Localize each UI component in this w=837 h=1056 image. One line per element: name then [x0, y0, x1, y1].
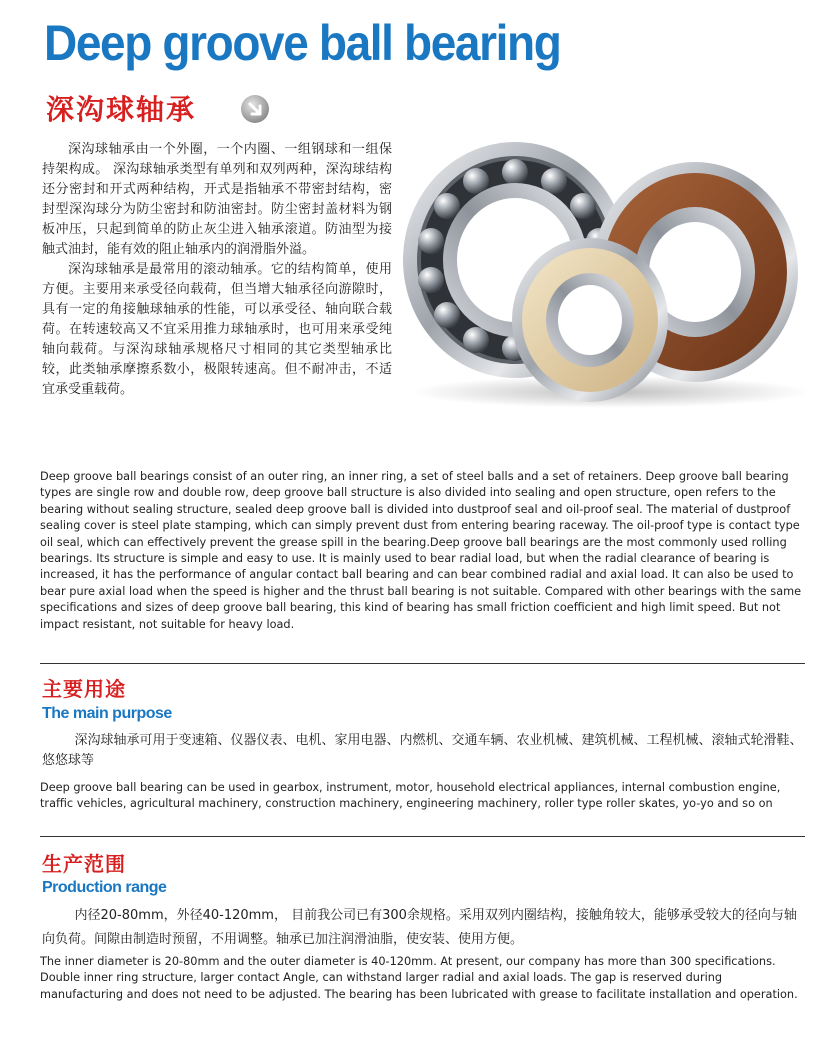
section-divider [40, 836, 805, 837]
production-text-zh: 内径20-80mm，外径40-120mm， 目前我公司已有300余规格。采用双列内圈结构，接触角较大，能够承受较大的径向与轴向负荷。间隙由制造时预留，不用调整。轴承已加注润滑油脂，使安装、使用方便。 [42, 908, 797, 947]
chinese-intro-paragraph-2: 深沟球轴承是最常用的滚动轴承。它的结构简单，使用方便。主要用来承受径向载荷，但当增大轴承径向游隙时，具有一定的角接触球轴承的性能，可以承受径、轴向联合载荷。在转速较高又不宜采用推力球轴承时，也可用来承受纯轴向载荷。与深沟球轴承规格尺寸相同的其它类型轴承比较，此类轴承摩擦系数小，极限转速高。但不耐冲击，不适宜承受重载荷。 [42, 262, 392, 397]
english-intro: Deep groove ball bearings consist of an outer ring, an inner ring, a set of steel balls and a set of retainers. Deep groove ball bearing types are single row and double row, deep groove ball structure is also divided into sealing and open structure, open refers to the bearing without sealing structure, sealed deep groove ball is divided into dustproof seal and oil-proof seal. The material of dustproof sealing cover is steel plate stamping, which can simply prevent dust from entering bearing raceway. The oil-proof type is contact type oil seal, which can effectively prevent the grease spill in the bearing.Deep groove ball bearings are the most commonly used rolling bearings. Its structure is simple and easy to use. It is mainly used to bear radial load, but when the radial clearance of bearing is increased, it has the performance of angular contact ball bearing and can bear combined radial and axial load. It can also be used to bear pure axial load when the speed is higher and the thrust ball bearing is not suitable. Compared with other bearings with the same specifications and sizes of deep groove ball bearing, this kind of bearing has small friction coefficient and high limit speed. But not impact resistant, not suitable for heavy load. [40, 470, 802, 631]
purpose-title-en: The main purpose [42, 705, 172, 722]
production-title-zh: 生产范围 [42, 852, 126, 876]
purpose-text-zh: 深沟球轴承可用于变速箱、仪器仪表、电机、家用电器、内燃机、交通车辆、农业机械、建筑机械、工程机械、滚轴式轮滑鞋、悠悠球等 [42, 733, 803, 768]
down-right-arrow-icon [240, 94, 270, 124]
page-title: Deep groove ball bearing [44, 15, 561, 71]
purpose-title-zh: 主要用途 [42, 677, 126, 701]
section-divider [40, 663, 805, 664]
purpose-text-en: Deep groove ball bearing can be used in gearbox, instrument, motor, household electrical appliances, internal combustion engine, traffic vehicles, agricultural machinery, construction machinery, engineering machinery, roller type roller skates, yo-yo and so on [40, 781, 781, 811]
bearings-photo [400, 140, 810, 410]
cream-sealed-bearing [512, 238, 668, 402]
production-title-en: Production range [42, 879, 167, 896]
chinese-intro-paragraph-1: 深沟球轴承由一个外圈，一个内圈、一组钢球和一组保持架构成。 深沟球轴承类型有单列和双列两种，深沟球结构还分密封和开式两种结构，开式是指轴承不带密封结构，密封型深沟球分为防尘密封和防油密封。防尘密封盖材料为钢板冲压，只起到简单的防止灰尘进入轴承滚道。防油型为接触式油封，能有效的阻止轴承内的润滑脂外溢。 [42, 142, 392, 257]
chinese-intro [42, 140, 392, 400]
production-text-en: The inner diameter is 20-80mm and the outer diameter is 40-120mm. At present, our company has more than 300 specifications. Double inner ring structure, larger contact Angle, can withstand larger radial and axial loads. The gap is reserved during manufacturing and does not need to be adjusted. The bearing has been lubricated with grease to facilitate installation and operation. [40, 955, 798, 1001]
chinese-title: 深沟球轴承 [46, 93, 197, 126]
